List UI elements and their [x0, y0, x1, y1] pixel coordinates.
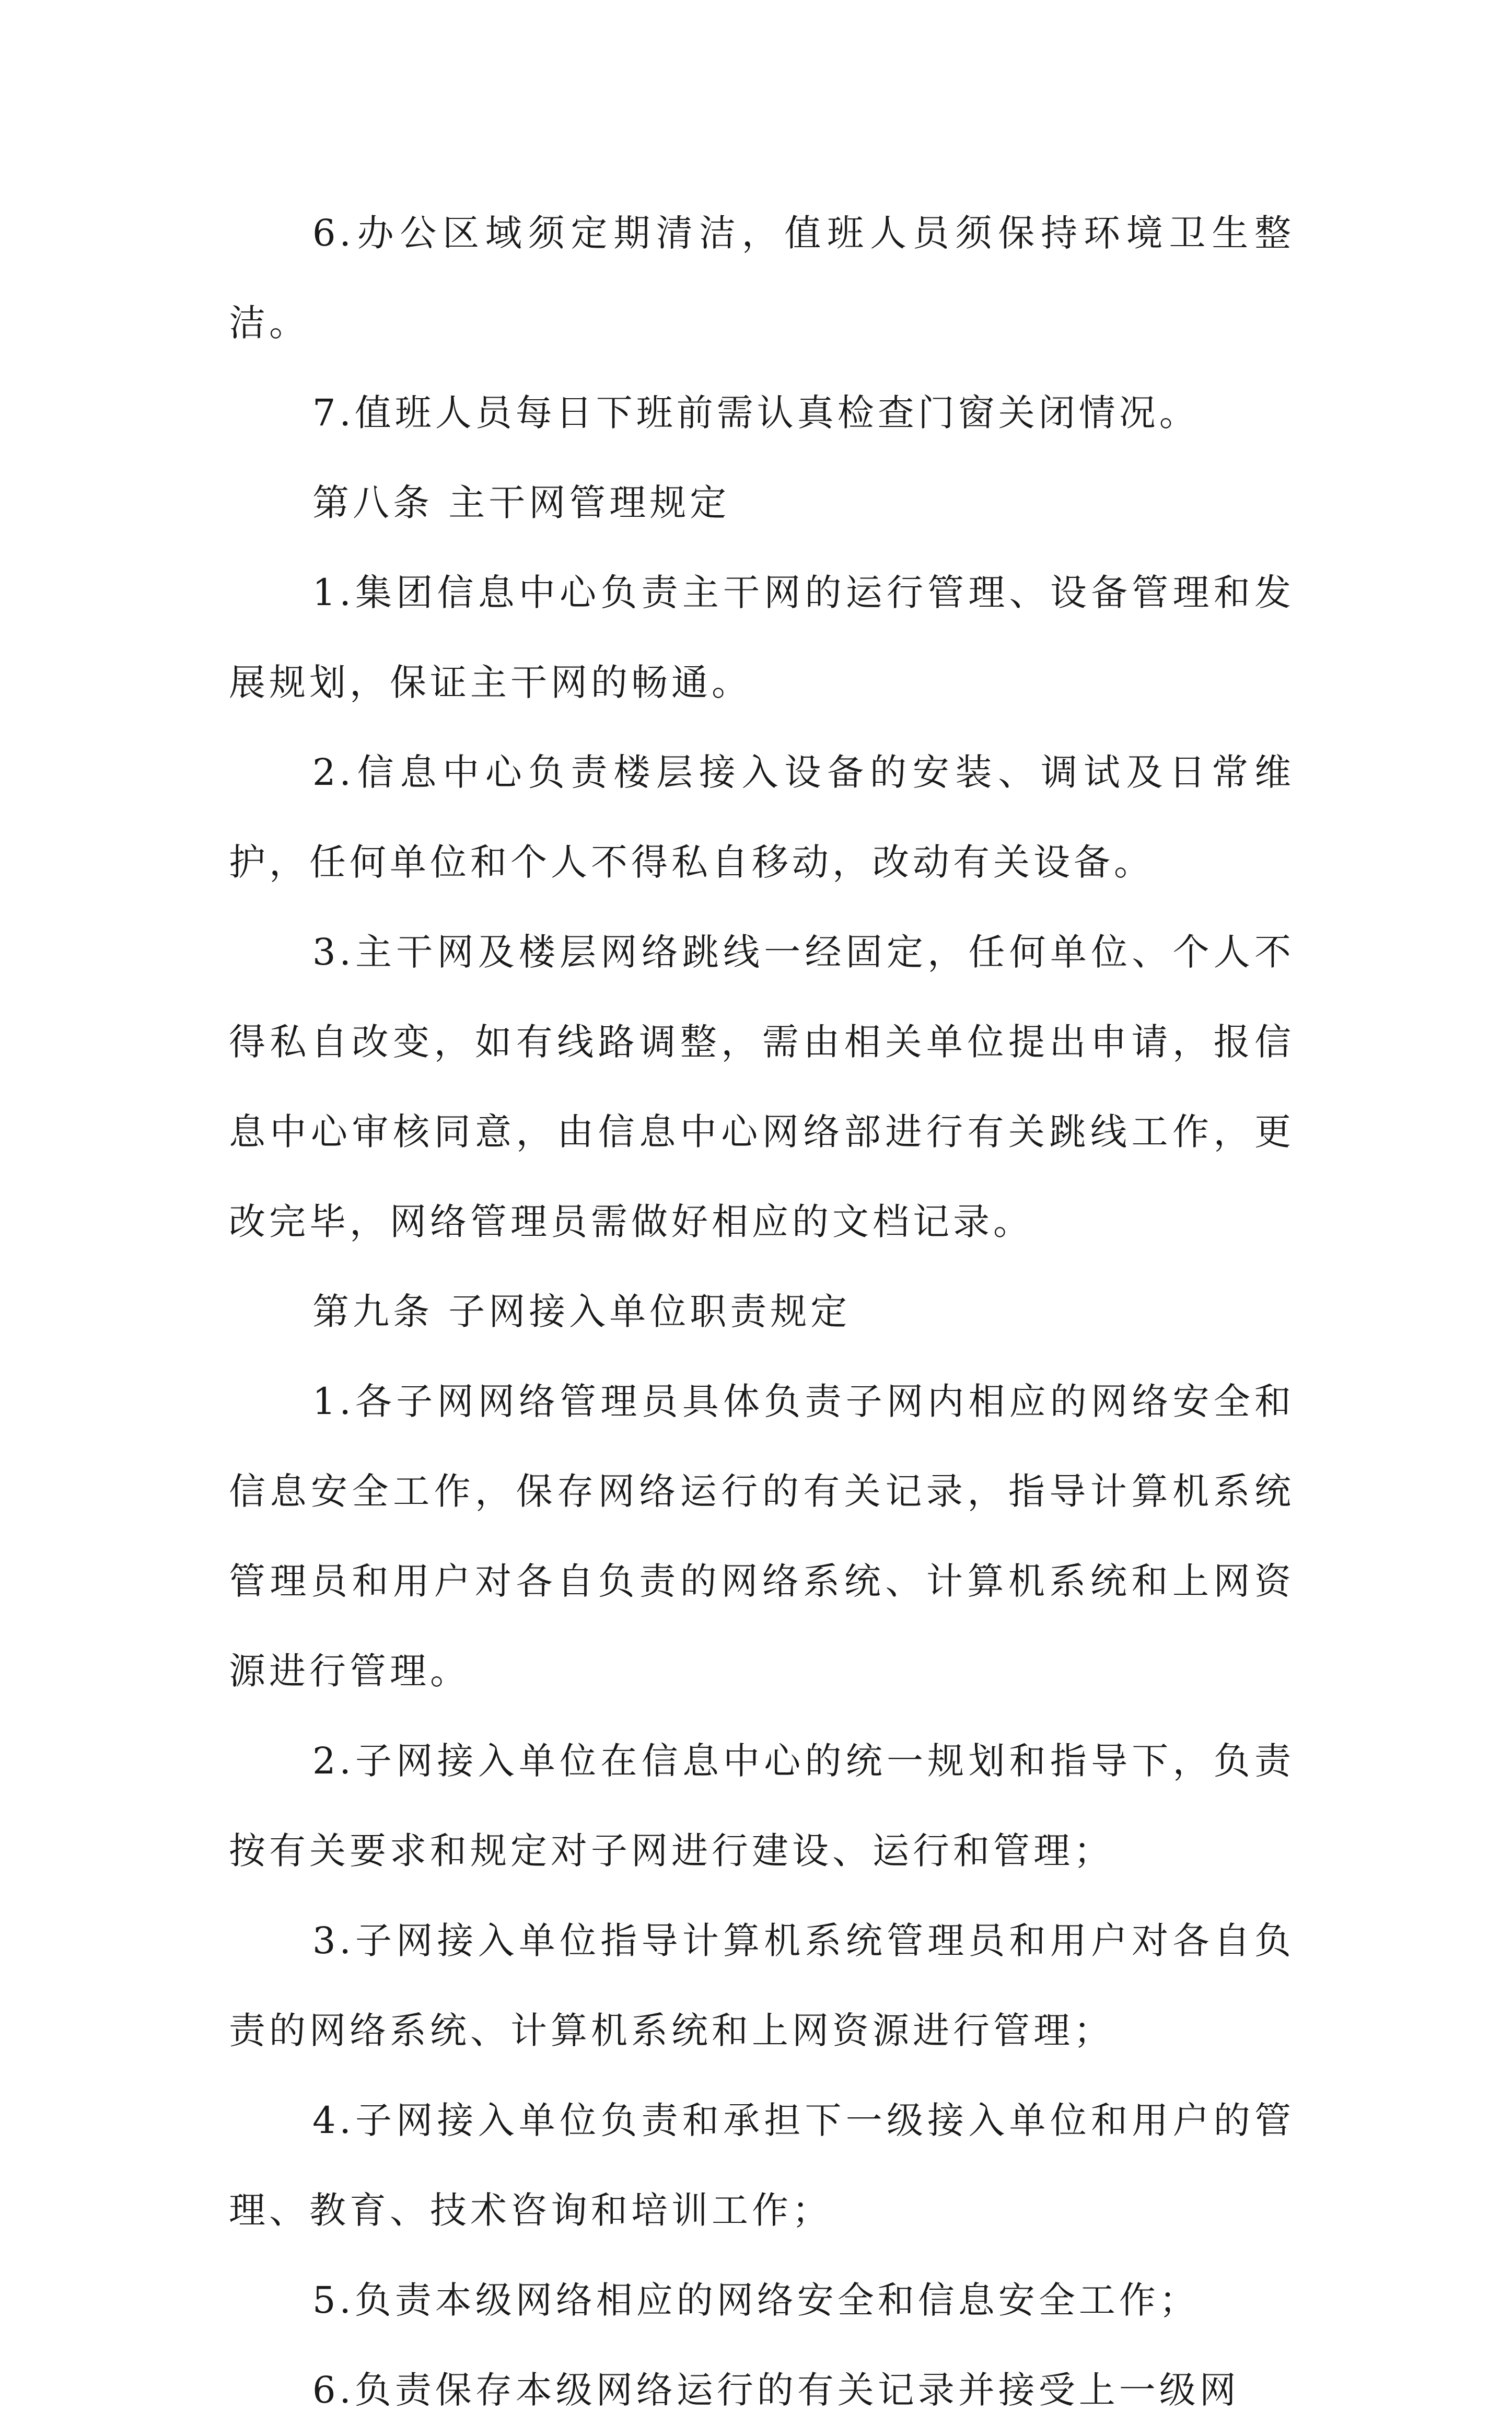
paragraph-article-9-item-5: 5.负责本级网络相应的网络安全和信息安全工作； — [312, 2279, 1200, 2322]
paragraph-item-7-windows: 7.值班人员每日下班前需认真检查门窗关闭情况。 — [312, 391, 1200, 434]
paragraph-article-9-item-4: 4.子网接入单位负责和承担下一级接入单位和用户的管理、教育、技术咨询和培训工作； — [229, 2099, 1295, 2232]
paragraph-item-6-cleaning: 6.办公区域须定期清洁，值班人员须保持环境卫生整洁。 — [229, 212, 1295, 344]
paragraph-article-8-item-2: 2.信息中心负责楼层接入设备的安装、调试及日常维护，任何单位和个人不得私自移动，改动有关设备。 — [229, 751, 1295, 884]
section-heading-article-9: 第九条 子网接入单位职责规定 — [312, 1290, 851, 1333]
paragraph-article-9-item-6: 6.负责保存本级网络运行的有关记录并接受上一级网 — [312, 2369, 1240, 2411]
paragraph-article-9-item-2: 2.子网接入单位在信息中心的统一规划和指导下，负责按有关要求和规定对子网进行建设、运行和管理； — [229, 1740, 1295, 1872]
paragraph-article-9-item-1: 1.各子网网络管理员具体负责子网内相应的网络安全和信息安全工作，保存网络运行的有关记录，指导计算机系统管理员和用户对各自负责的网络系统、计算机系统和上网资源进行管理。 — [229, 1380, 1295, 1692]
section-heading-article-8: 第八条 主干网管理规定 — [312, 481, 730, 524]
document-body — [229, 188, 1295, 2435]
paragraph-article-8-item-1: 1.集团信息中心负责主干网的运行管理、设备管理和发展规划，保证主干网的畅通。 — [229, 571, 1295, 704]
paragraph-article-9-item-3: 3.子网接入单位指导计算机系统管理员和用户对各自负责的网络系统、计算机系统和上网资源进行管理； — [229, 1919, 1295, 2052]
paragraph-article-8-item-3: 3.主干网及楼层网络跳线一经固定，任何单位、个人不得私自改变，如有线路调整，需由相关单位提出申请，报信息中心审核同意，由信息中心网络部进行有关跳线工作，更改完毕，网络管理员需做好相应的文档记录。 — [229, 931, 1295, 1243]
